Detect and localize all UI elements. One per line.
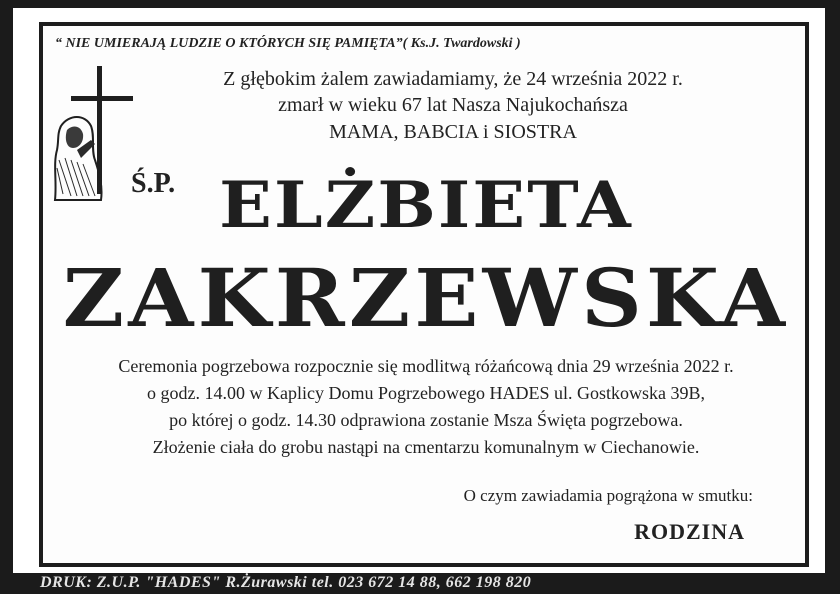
announcement-line-3: MAMA, BABCIA i SIOSTRA [329, 121, 577, 143]
obituary-frame [39, 22, 809, 567]
ceremony-line-4: Złożenie ciała do grobu nastąpi na cmentarzu komunalnym w Ciechanowie. [152, 437, 700, 457]
ceremony-line-1: Ceremonia pogrzebowa rozpocznie się modlitwą różańcową dnia 29 września 2022 r. [118, 356, 734, 376]
ceremony-line-3: po której o godz. 14.30 odprawiona zostanie Msza Święta pogrzebowa. [169, 410, 683, 430]
ceremony-line-2: o godz. 14.00 w Kaplicy Domu Pogrzebowego HADES ul. Gostkowska 39B, [147, 383, 705, 403]
announcement-line-2: zmarł w wieku 67 lat Nasza Najukochańsza [278, 94, 628, 116]
obituary-sheet [13, 8, 825, 573]
announcement-line-1: Z głębokim żalem zawiadamiamy, że 24 września 2022 r. [223, 68, 683, 90]
closing-statement: O czym zawiadamia pogrążona w smutku: [463, 486, 753, 505]
deceased-first-name: ELŻBIETA [219, 168, 633, 243]
deceased-last-name: ZAKRZEWSKA [62, 251, 790, 345]
scan-mark [430, 0, 436, 6]
memory-prefix: Ś.P. [131, 168, 176, 199]
family-signature: RODZINA [634, 519, 745, 544]
epigraph-quote: “ NIE UMIERAJĄ LUDZIE O KTÓRYCH SIĘ PAMIĘTA”( Ks.J. Twardowski ) [55, 36, 521, 51]
printer-footer: DRUK: Z.U.P. "HADES" R.Żurawski tel. 023 672 14 88, 662 198 820 [40, 574, 532, 591]
